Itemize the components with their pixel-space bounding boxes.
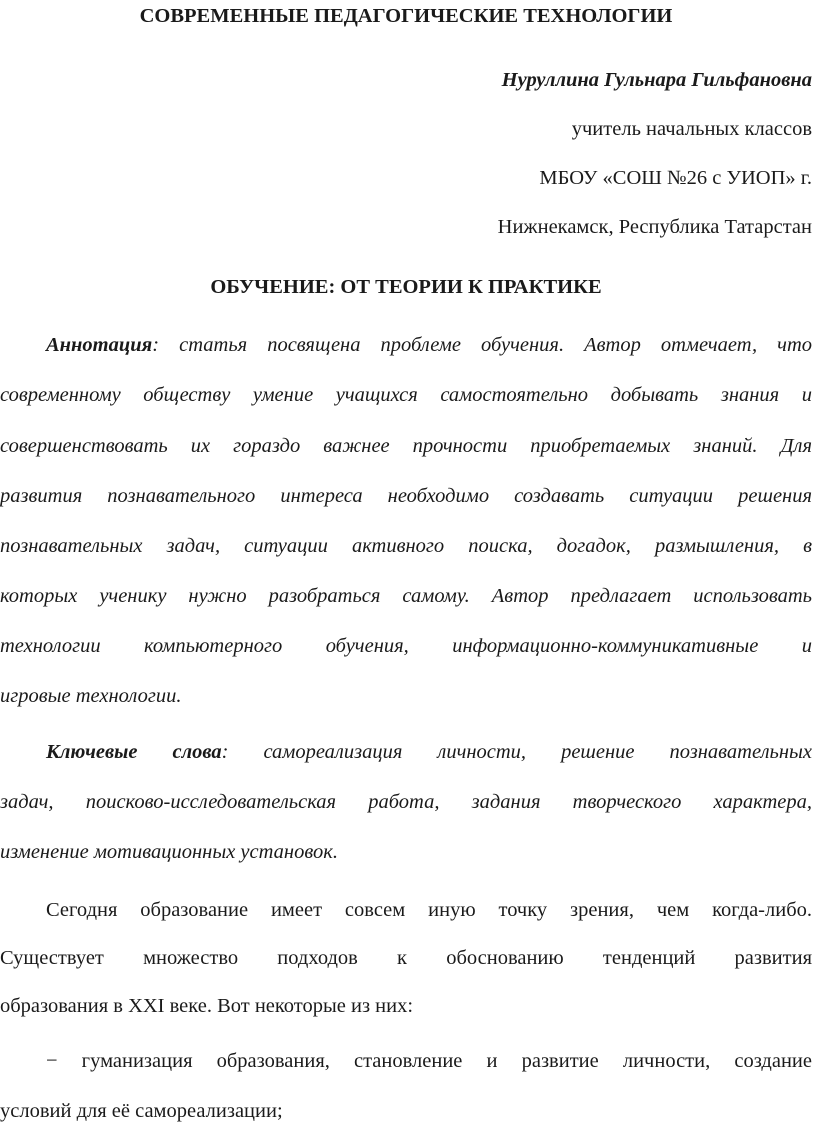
page-heading: СОВРЕМЕННЫЕ ПЕДАГОГИЧЕСКИЕ ТЕХНОЛОГИИ — [139, 5, 673, 27]
annotation-line: технологии компьютерного обучения, информационно-коммуникативные и — [0, 635, 812, 657]
list-item-line: − гуманизация образования, становление и развитие личности, создание — [46, 1050, 812, 1072]
keywords-line: изменение мотивационных установок. — [0, 841, 338, 863]
keywords-line: задач, поисково-исследовательская работа, задания творческого характера, — [0, 791, 812, 813]
author-city: Нижнекамск, Республика Татарстан — [497, 216, 812, 238]
annotation-label: Аннотация — [46, 334, 153, 356]
annotation-line: современному обществу умение учащихся самостоятельно добывать знания и — [0, 384, 812, 406]
annotation-line: познавательных задач, ситуации активного поиска, догадок, размышления, в — [0, 535, 812, 557]
author-position: учитель начальных классов — [571, 118, 812, 140]
annotation-line: совершенствовать их гораздо важнее прочности приобретаемых знаний. Для — [0, 435, 812, 457]
annotation-line: игровые технологии. — [0, 685, 182, 707]
keywords-label: Ключевые слова — [46, 741, 222, 763]
list-item-line: условий для её самореализации; — [0, 1100, 283, 1122]
author-name: Нуруллина Гульнара Гильфановна — [501, 69, 812, 91]
body-line: Существует множество подходов к обоснованию тенденций развития — [0, 947, 812, 969]
annotation-line: которых ученику нужно разобраться самому. Автор предлагает использовать — [0, 585, 812, 607]
article-title: ОБУЧЕНИЕ: ОТ ТЕОРИИ К ПРАКТИКЕ — [210, 276, 602, 298]
author-school: МБОУ «СОШ №26 с УИОП» г. — [539, 167, 812, 189]
keywords-line — [46, 740, 812, 764]
body-line: Сегодня образование имеет совсем иную точку зрения, чем когда-либо. — [46, 899, 812, 921]
annotation-line — [46, 333, 812, 357]
annotation-text: : статья посвящена проблеме обучения. Автор отмечает, что — [152, 334, 812, 356]
body-line: образования в XXI веке. Вот некоторые из них: — [0, 995, 414, 1017]
keywords-text: : самореализация личности, решение познавательных — [221, 741, 812, 763]
annotation-line: развития познавательного интереса необходимо создавать ситуации решения — [0, 485, 812, 507]
